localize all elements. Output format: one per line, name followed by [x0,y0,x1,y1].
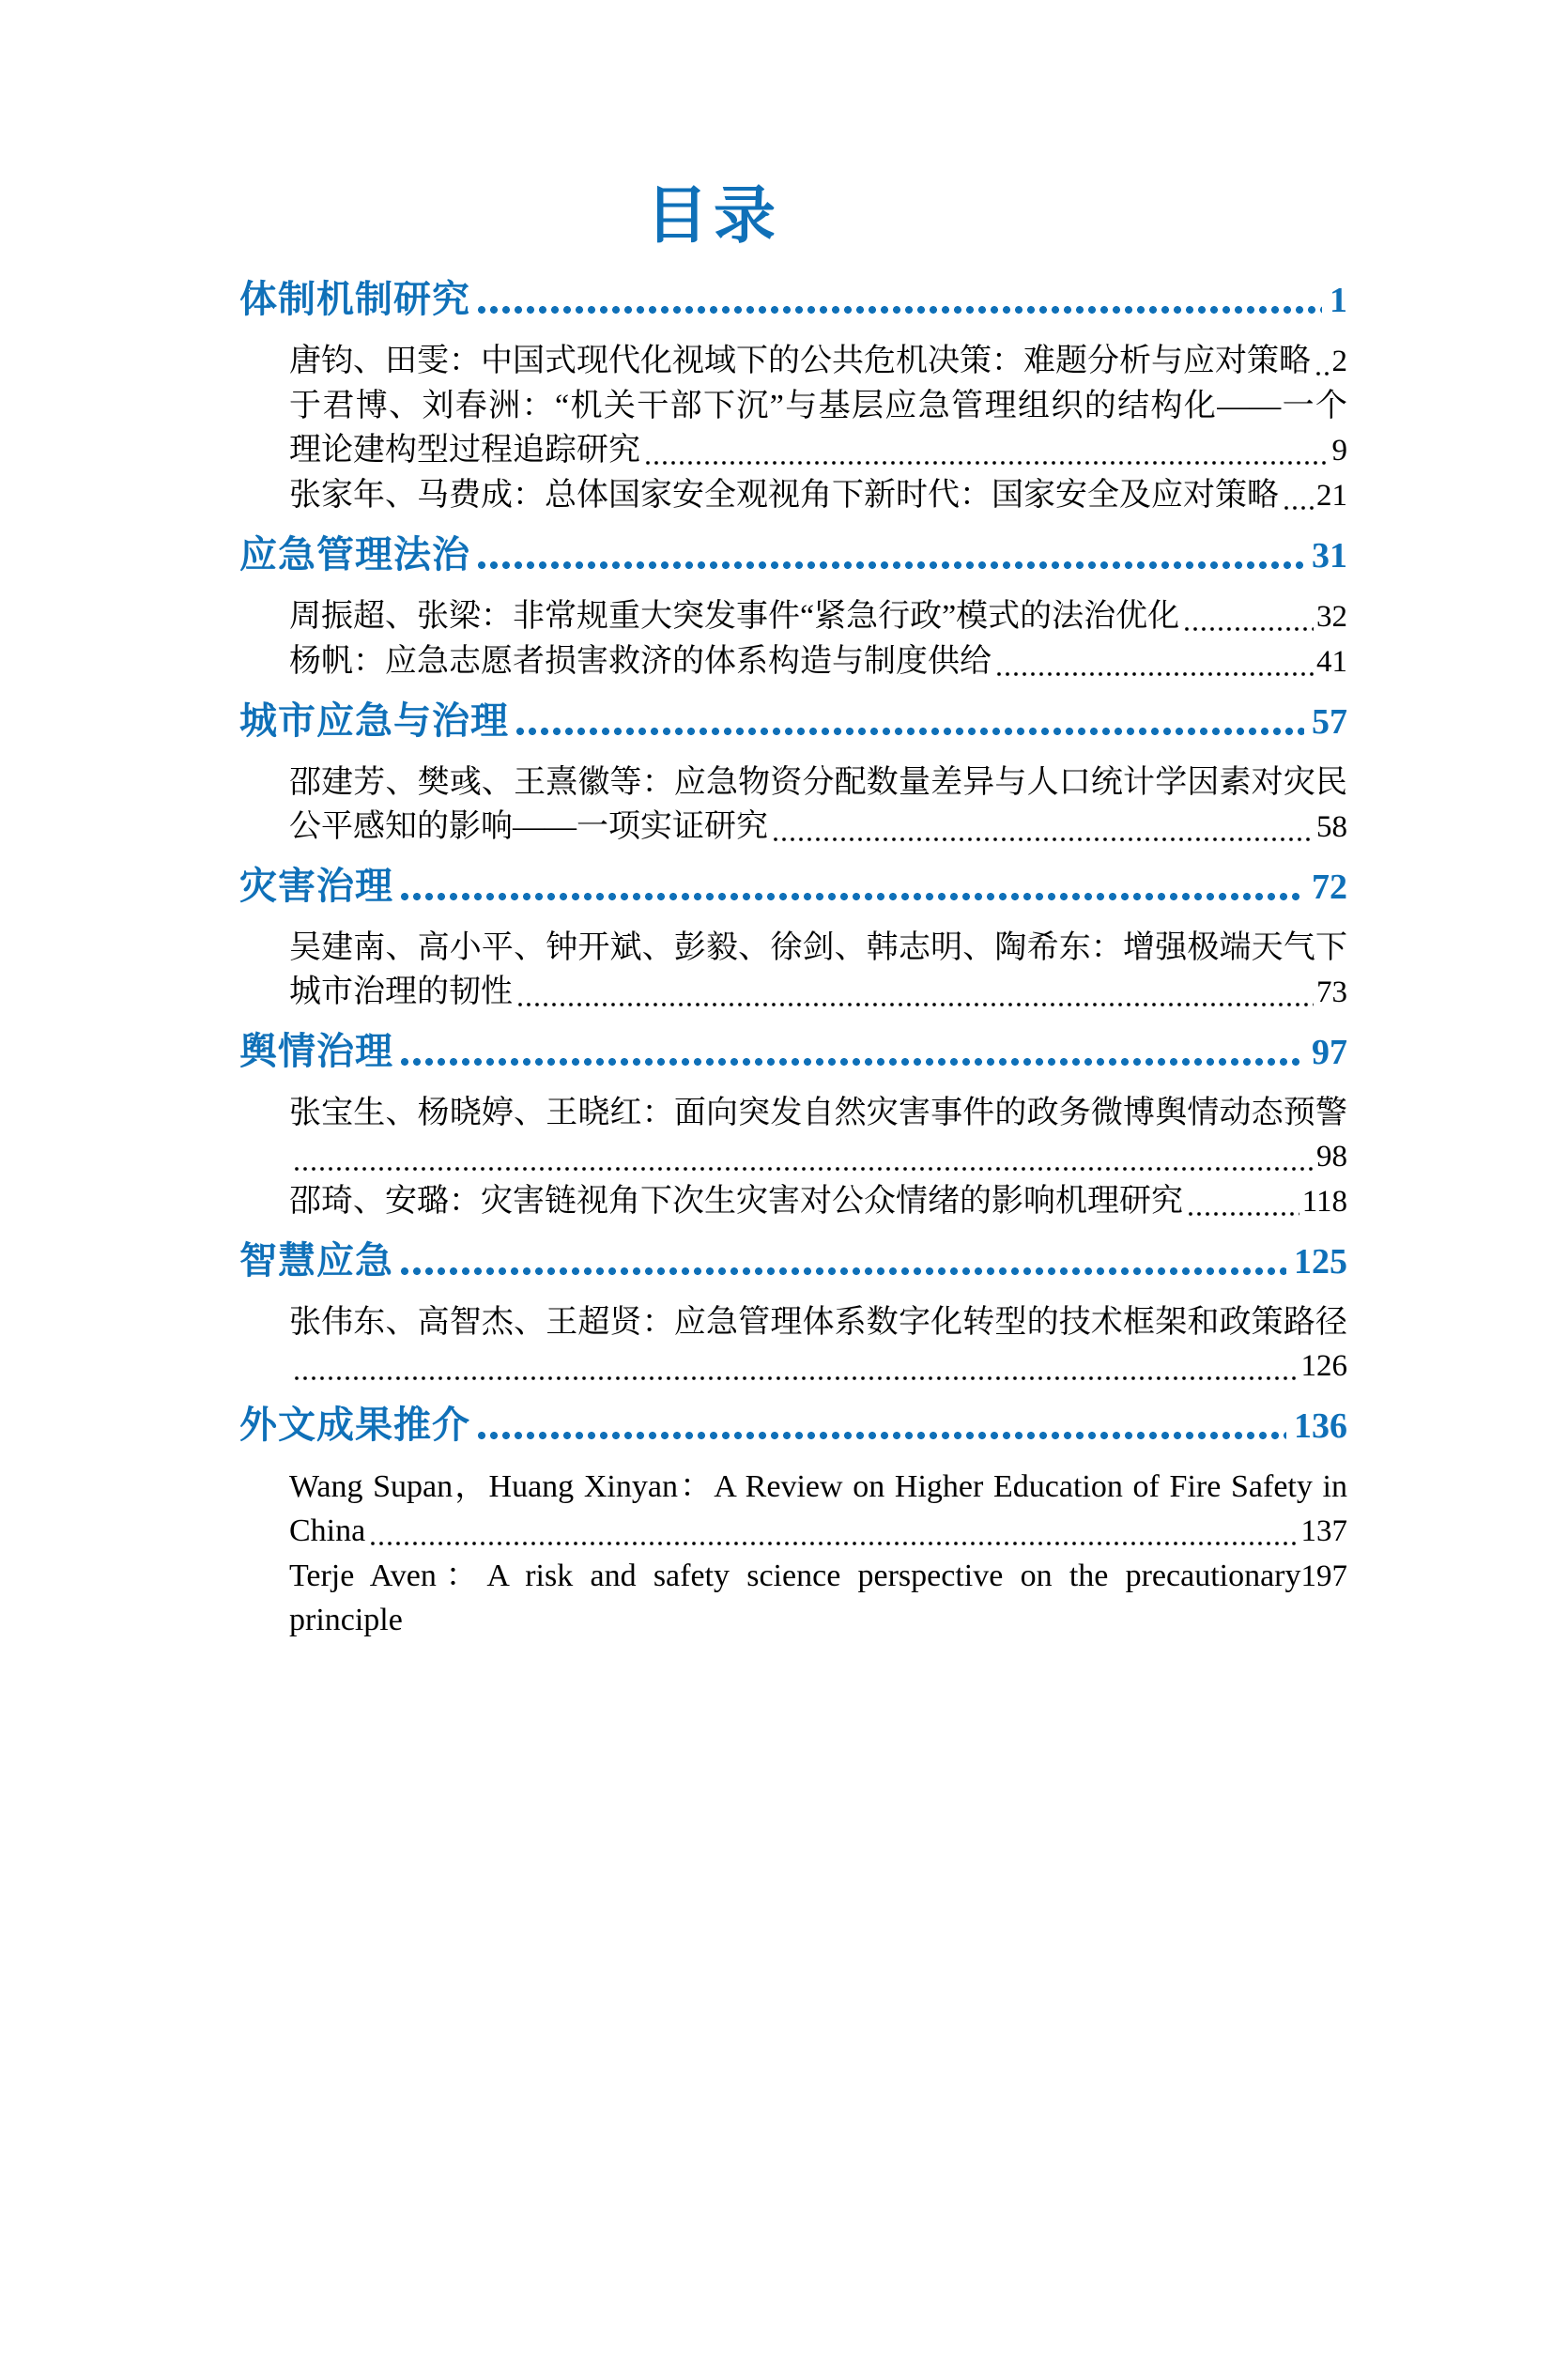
section-heading-row [239,1239,1347,1283]
entry-text: 周振超、张梁：非常规重大突发事件“紧急行政”模式的法治优化 [289,599,1180,634]
section-dot-leader [476,1430,1286,1441]
toc-section [239,699,1347,850]
toc-entry [239,384,1347,473]
entry-dot-leader [1184,625,1314,633]
entry-line [289,1179,1347,1224]
section-title: 舆情治理 [239,1031,393,1072]
section-title: 外文成果推介 [239,1405,470,1446]
entry-line [289,339,1347,384]
section-heading-row [239,278,1347,322]
section-dot-leader [515,726,1304,737]
entry-dot-leader [645,459,1330,467]
toc-entry [239,1179,1347,1224]
section-title: 体制机制研究 [239,279,470,320]
section-heading-row [239,865,1347,909]
entry-text: 理论建构型过程追踪研究 [289,433,640,468]
toc-entry [239,1465,1347,1554]
entry-text: 唐钧、田雯：中国式现代化视域下的公共危机决策：难题分析与应对策略 [289,344,1311,378]
entry-text: 城市治理的韧性 [289,975,513,1009]
entry-line [289,760,1347,805]
section-dot-leader [399,1056,1304,1067]
entry-text: 杨帆：应急志愿者损害救济的体系构造与制度供给 [289,644,992,679]
entry-text: 邵建芳、樊彧、王熹徽等：应急物资分配数量差异与人口统计学因素对灾民 [289,765,1347,800]
entry-text: 张伟东、高智杰、王超贤：应急管理体系数字化转型的技术框架和政策路径 [289,1305,1347,1340]
entry-text: 吴建南、高小平、钟开斌、彭毅、徐剑、韩志明、陶希东：增强极端天气下 [289,930,1347,965]
toc-entry [239,594,1347,639]
entry-text: Terje Aven：A risk and safety science perspective on the precautionary principle [289,1559,1301,1637]
section-title: 智慧应急 [239,1240,393,1282]
toc-entry [239,1554,1347,1642]
entry-dot-leader [1188,1210,1299,1218]
entry-line [289,384,1347,428]
entry-line [289,970,1347,1015]
entry-line [289,428,1347,473]
entry-text: China [289,1513,366,1548]
toc-section [239,865,1347,1015]
section-heading-row [239,533,1347,577]
entry-dot-leader [773,836,1314,843]
toc-entry [239,926,1347,1015]
entry-line [289,1554,1347,1642]
entry-line [289,1135,1347,1179]
entry-text: 公平感知的影响——一项实证研究 [289,809,768,844]
entry-dot-leader [294,1165,1314,1173]
entry-page-number: 32 [1316,600,1347,634]
toc-entry [239,760,1347,850]
toc-entry [239,473,1347,518]
entry-page-number: 118 [1301,1185,1347,1219]
section-heading-row [239,1404,1347,1448]
entry-dot-leader [1284,504,1314,512]
section-page-number: 72 [1312,868,1347,907]
entry-line [289,1300,1347,1344]
section-title: 应急管理法治 [239,534,470,576]
entry-page-number: 73 [1316,975,1347,1009]
entry-text: Wang Supan，Huang Xinyan：A Review on Higher Education of Fire Safety in [289,1469,1347,1504]
entry-line [289,594,1347,639]
entry-page-number: 126 [1300,1349,1347,1383]
section-page-number: 57 [1312,702,1347,742]
entry-line [289,805,1347,850]
table-of-contents [239,278,1347,1642]
entry-line [289,639,1347,684]
entry-line [289,1091,1347,1135]
entry-line [289,926,1347,970]
section-page-number: 136 [1294,1406,1347,1446]
toc-entry [239,639,1347,684]
section-dot-leader [476,560,1304,571]
entry-text: 张家年、马费成：总体国家安全观视角下新时代：国家安全及应对策略 [289,478,1279,513]
entry-page-number: 197 [1300,1559,1347,1593]
entry-page-number: 58 [1316,810,1347,844]
toc-section [239,1239,1347,1389]
page-title: 目录 [646,180,781,250]
entry-page-number: 9 [1331,434,1347,468]
toc-entry [239,1300,1347,1389]
section-title: 城市应急与治理 [239,700,509,742]
section-dot-leader [399,1266,1286,1277]
entry-text: 邵琦、安璐：灾害链视角下次生灾害对公众情绪的影响机理研究 [289,1184,1183,1219]
document-page [0,180,1553,2380]
section-page-number: 125 [1294,1242,1347,1282]
section-page-number: 31 [1312,536,1347,576]
section-page-number: 1 [1330,281,1347,320]
entry-text: 张宝生、杨晓婷、王晓红：面向突发自然灾害事件的政务微博舆情动态预警 [289,1096,1347,1130]
entry-text: 于君博、刘春洲：“机关干部下沉”与基层应急管理组织的结构化——一个 [289,389,1347,423]
toc-entry [239,1091,1347,1179]
section-page-number: 97 [1312,1033,1347,1072]
entry-page-number: 137 [1300,1514,1347,1548]
section-title: 灾害治理 [239,866,393,907]
toc-section [239,1030,1347,1224]
section-heading-row [239,699,1347,744]
entry-page-number: 98 [1316,1140,1347,1174]
toc-entry [239,339,1347,384]
section-dot-leader [476,304,1322,315]
entry-page-number: 2 [1331,345,1347,378]
section-heading-row [239,1030,1347,1074]
section-dot-leader [399,891,1304,902]
entry-dot-leader [370,1540,1298,1547]
entry-line [289,473,1347,518]
entry-page-number: 21 [1316,479,1347,513]
entry-dot-leader [1315,370,1330,377]
entry-line [289,1344,1347,1389]
toc-section [239,1404,1347,1642]
entry-line [289,1509,1347,1554]
entry-page-number: 41 [1316,645,1347,679]
entry-dot-leader [996,670,1314,678]
entry-dot-leader [294,1374,1299,1382]
toc-section [239,533,1347,684]
entry-dot-leader [517,1001,1314,1008]
toc-section [239,278,1347,518]
entry-line [289,1465,1347,1509]
